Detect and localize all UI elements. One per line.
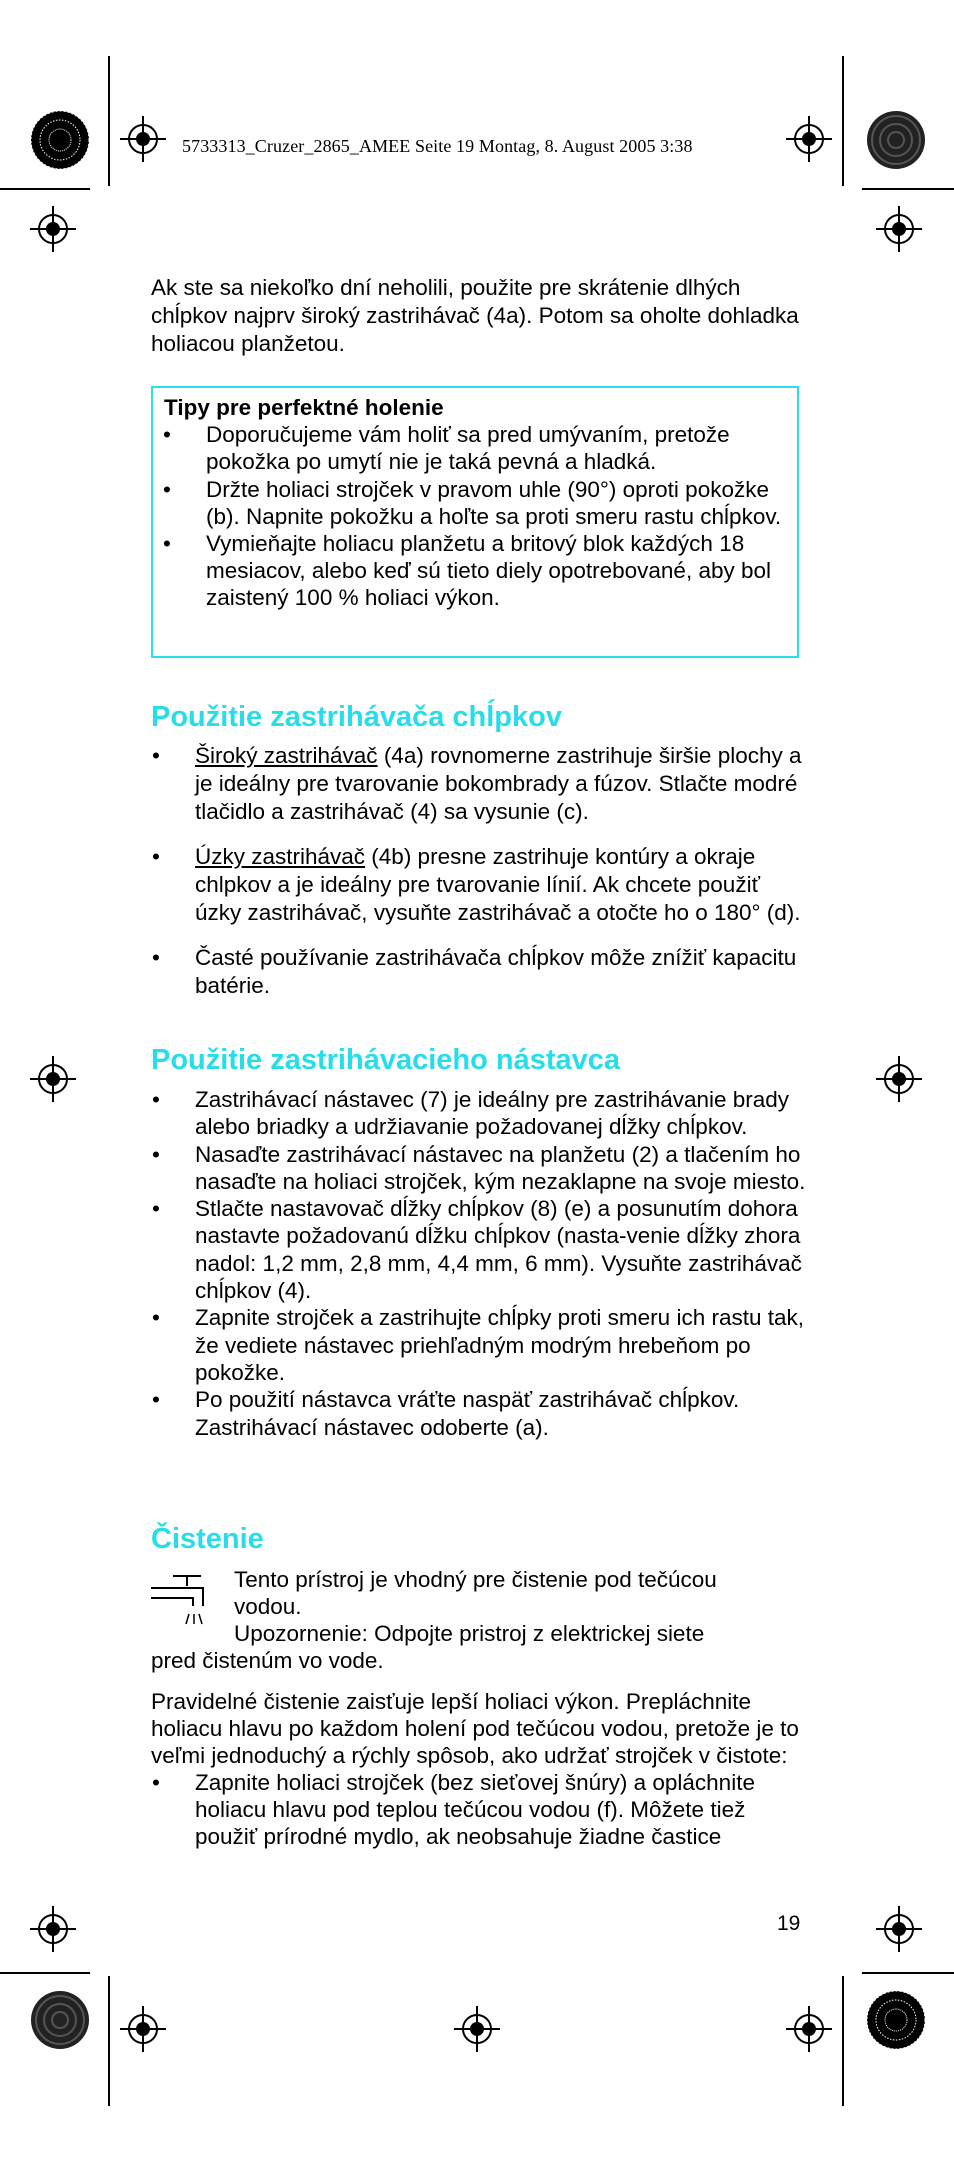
crop-mark bbox=[862, 188, 954, 190]
crop-mark bbox=[0, 188, 90, 190]
section-attachment-body bbox=[151, 1086, 806, 1441]
star-target-icon bbox=[30, 1990, 90, 2050]
crop-mark bbox=[842, 1976, 844, 2106]
cleaning-tap-text bbox=[234, 1566, 717, 1647]
registration-mark-icon bbox=[30, 206, 76, 252]
list-item: • Zapnite holiaci strojček (bez sieťovej šnúry) a opláchnite holiacu hlavu pod teplou tečúcou vodou (f). Môžete tiež použiť prírodné mydlo, ak neobsahuje žiadne častice bbox=[151, 1769, 806, 1850]
list-item: • Zastrihávací nástavec (7) je ideálny pre zastrihávanie brady alebo briadky a udržiavanie požadovanej dĺžky chĺpkov. bbox=[151, 1086, 806, 1141]
registration-mark-icon bbox=[876, 206, 922, 252]
registration-mark-icon bbox=[120, 2006, 166, 2052]
registration-mark-icon bbox=[876, 1056, 922, 1102]
tips-list bbox=[164, 421, 787, 611]
list-item bbox=[151, 843, 806, 927]
narrow-trimmer-term: Úzky zastrihávač bbox=[195, 844, 366, 869]
list-item: • Nasaďte zastrihávací nástavec na planžetu (2) a tlačením ho nasaďte na holiaci strojček, kým nezaklapne na svoje miesto. bbox=[151, 1141, 806, 1196]
list-item: • Časté používanie zastrihávača chĺpkov môže znížiť kapacitu batérie. bbox=[151, 944, 806, 1000]
crop-mark bbox=[108, 1976, 110, 2106]
registration-mark-icon bbox=[786, 2006, 832, 2052]
registration-mark-icon bbox=[786, 116, 832, 162]
section-title-attachment: Použitie zastrihávacieho nástavca bbox=[151, 1044, 621, 1076]
list-item: • Doporučujeme vám holiť sa pred umývaním, pretože pokožka po umytí nie je taká pevná a hladká. bbox=[164, 421, 787, 475]
list-item: • Zapnite strojček a zastrihujte chĺpky proti smeru ich rastu tak, že vediete nástavec priehľadným modrým hrebeňom po pokožke. bbox=[151, 1304, 806, 1386]
list-item: • Držte holiaci strojček v pravom uhle (90°) oproti pokožke (b). Napnite pokožku a hoľte sa proti smeru rastu chĺpkov. bbox=[164, 476, 787, 530]
page-number: 19 bbox=[777, 1912, 801, 1935]
tap-line: vodou. bbox=[234, 1594, 302, 1619]
registration-mark-icon bbox=[876, 1906, 922, 1952]
cleaning-text: Pravidelné čistenie zaisťuje lepší holiaci výkon. Prepláchnite holiacu hlavu po každom holení pod tečúcou vodou, pretože je to veľmi jednoduchý a rýchly spôsob, ako udržať strojček v čistote: bbox=[151, 1689, 799, 1768]
list-item-text: (4b) presne zastrihuje kontúry a okraje chlpkov a je ideálny pre tvarovanie línií. Ak chcete použiť úzky zastrihávač, vysuňte zastrihávač a otočte ho o 180° (d). bbox=[195, 844, 801, 925]
intro-text: Ak ste sa niekoľko dní neholili, použite pre skrátenie dlhých chĺpkov najprv široký zastrihávač (4a). Potom sa oholte dohladka holiacou planžetou. bbox=[151, 275, 799, 356]
intro-paragraph bbox=[151, 274, 806, 358]
tips-title: Tipy pre perfektné holenie bbox=[164, 395, 444, 420]
crop-mark bbox=[862, 1972, 954, 1974]
list-item bbox=[151, 742, 806, 826]
cleaning-paragraph bbox=[151, 1688, 806, 1850]
cleaning-list bbox=[151, 1769, 806, 1850]
star-target-icon bbox=[30, 110, 90, 170]
crop-mark bbox=[842, 56, 844, 186]
attachment-list bbox=[151, 1086, 806, 1441]
star-target-icon bbox=[866, 1990, 926, 2050]
registration-mark-icon bbox=[454, 2006, 500, 2052]
section-title-cleaning: Čistenie bbox=[151, 1523, 264, 1555]
registration-mark-icon bbox=[30, 1906, 76, 1952]
tap-line: Upozornenie: Odpojte pristroj z elektrickej siete bbox=[234, 1621, 705, 1646]
crop-mark bbox=[0, 1972, 90, 1974]
header-slug: 5733313_Cruzer_2865_AMEE Seite 19 Montag, 8. August 2005 3:38 bbox=[182, 136, 693, 156]
tap-line: Tento prístroj je vhodný pre čistenie pod tečúcou bbox=[234, 1567, 717, 1592]
list-item: • Po použití nástavca vráťte naspäť zastrihávač chĺpkov. Zastrihávací nástavec odoberte (a). bbox=[151, 1386, 806, 1441]
list-item: • Stlačte nastavovač dĺžky chĺpkov (8) (e) a posunutím dohora nastavte požadovanú dĺžku chĺpkov (nasta-venie dĺžky zhora nadol: 1,2 mm, 2,8 mm, 4,4 mm, 6 mm). Vysuňte zastrihávač chĺpkov (4). bbox=[151, 1195, 806, 1304]
tap-line: pred čistenúm vo vode. bbox=[151, 1648, 384, 1673]
registration-mark-icon bbox=[30, 1056, 76, 1102]
section-trimmer-body bbox=[151, 742, 806, 1017]
star-target-icon bbox=[866, 110, 926, 170]
crop-mark bbox=[108, 56, 110, 186]
tips-box bbox=[151, 386, 799, 658]
wide-trimmer-term: Široký zastrihávač bbox=[195, 743, 378, 768]
water-tap-icon bbox=[151, 1572, 217, 1628]
registration-mark-icon bbox=[120, 116, 166, 162]
list-item: • Vymieňajte holiacu planžetu a britový blok každých 18 mesiacov, alebo keď sú tieto diely opotrebované, aby bol zaistený 100 % holiaci výkon. bbox=[164, 530, 787, 612]
section-title-trimmer: Použitie zastrihávača chĺpkov bbox=[151, 701, 562, 733]
list-item-text: (4a) rovnomerne zastrihuje širšie plochy a je ideálny pre tvarovanie bokombrady a fúzov. Stlačte modré tlačidlo a zastrihávač (4) sa vysunie (c). bbox=[195, 743, 802, 824]
trimmer-list bbox=[151, 742, 806, 1000]
